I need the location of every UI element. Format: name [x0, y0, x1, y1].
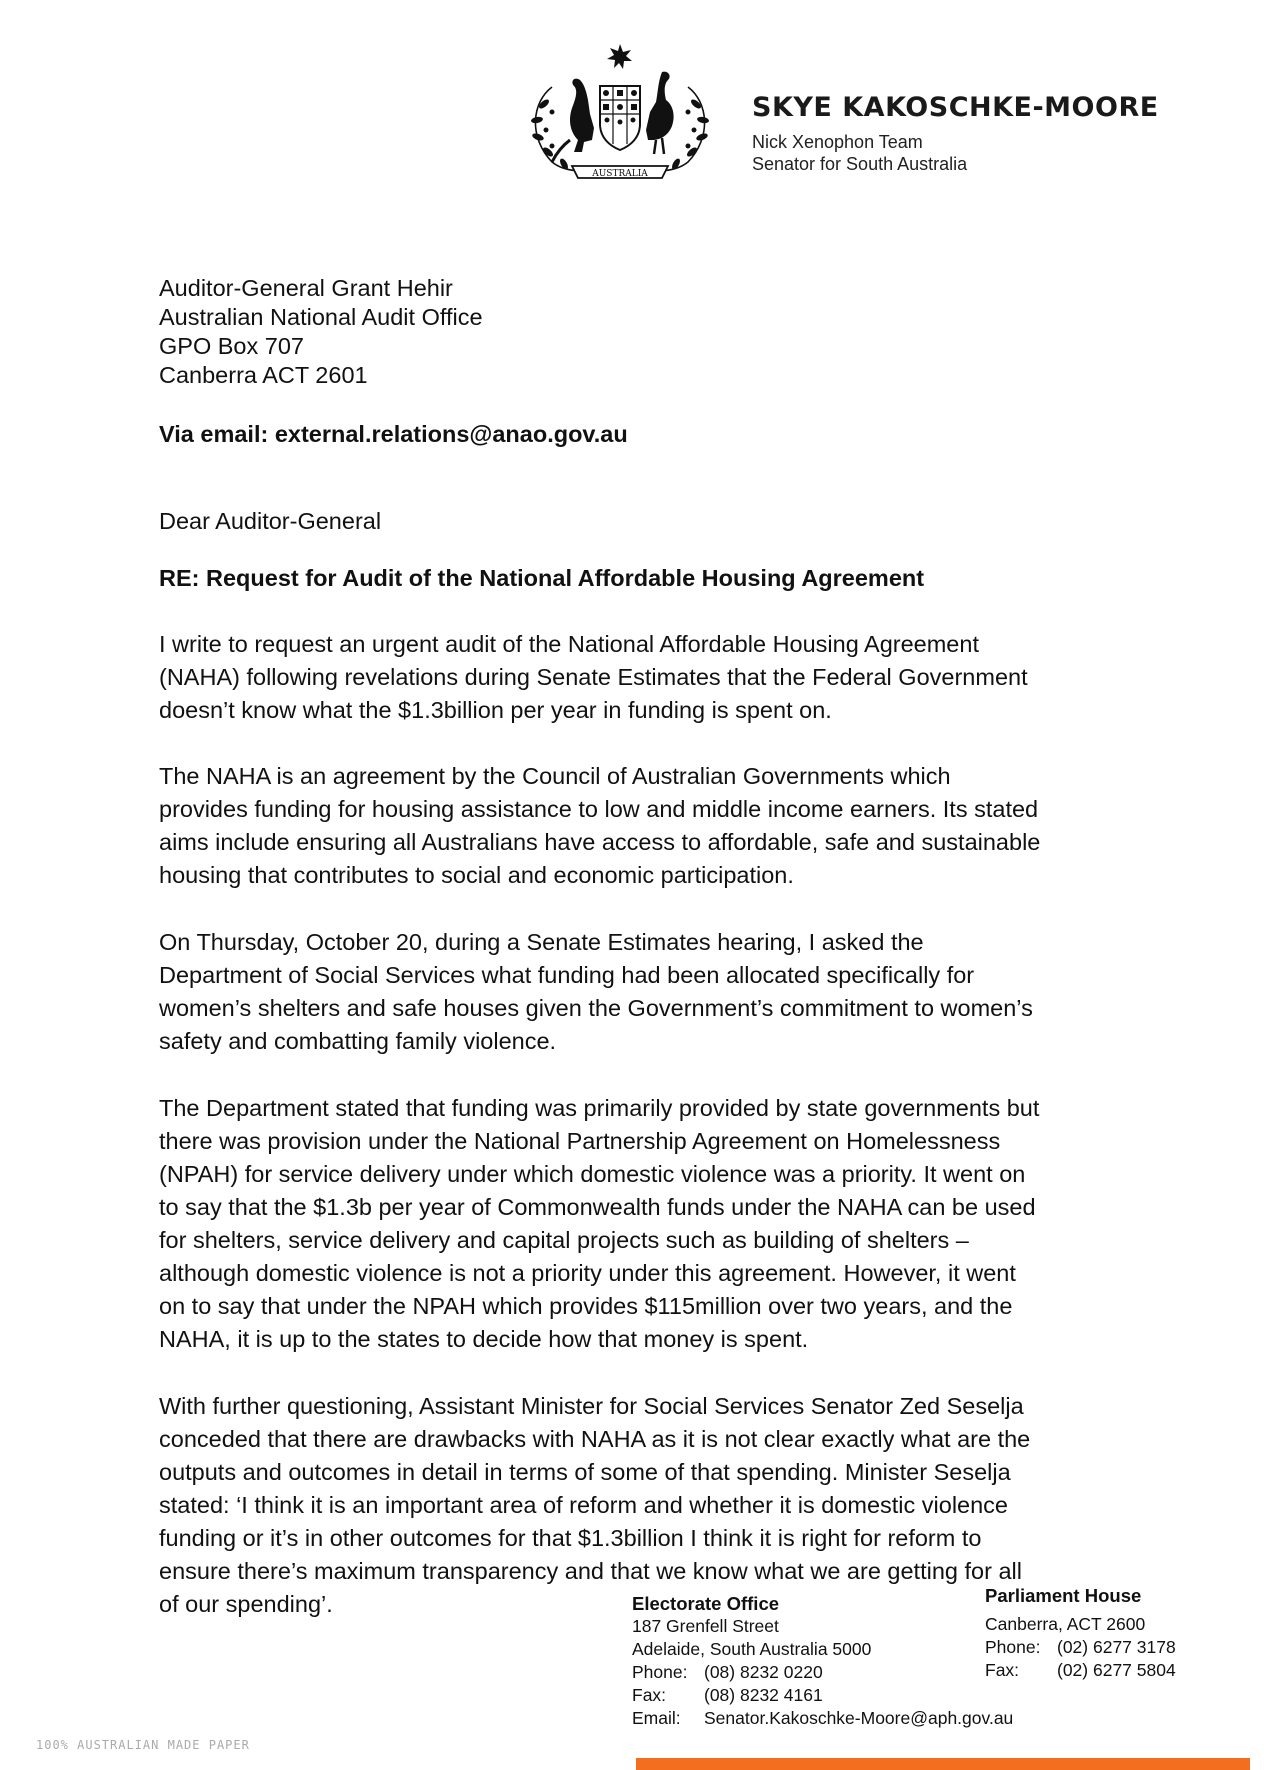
electorate-email-row — [632, 1707, 1013, 1730]
electorate-phone: (08) 8232 0220 — [704, 1662, 823, 1682]
text-line: for shelters, service delivery and capital projects such as building of shelters – — [159, 1227, 969, 1253]
text-line: NAHA, it is up to the states to decide how that money is spent. — [159, 1326, 809, 1352]
parliament-phone-row — [985, 1636, 1176, 1659]
parliament-house-heading: Parliament House — [985, 1585, 1142, 1606]
body-paragraph-1 — [159, 628, 1028, 727]
parliament-city: Canberra, ACT 2600 — [985, 1614, 1146, 1634]
text-line: The NAHA is an agreement by the Council of Australian Governments which — [159, 763, 951, 789]
body-paragraph-3 — [159, 926, 1033, 1058]
text-line: of our spending’. — [159, 1591, 333, 1617]
text-line: conceded that there are drawbacks with NAHA as it is not clear exactly what are the — [159, 1426, 1031, 1452]
parliament-house-block — [985, 1584, 1176, 1682]
text-line: ensure there’s maximum transparency and that we know what we are getting for all — [159, 1558, 1022, 1584]
text-line: there was provision under the National Partnership Agreement on Homelessness — [159, 1128, 1001, 1154]
email-label: Email: — [632, 1708, 681, 1728]
electorate-email: Senator.Kakoschke-Moore@aph.gov.au — [704, 1708, 1014, 1728]
phone-label: Phone: — [632, 1662, 688, 1682]
subject-line: RE: Request for Audit of the National Affordable Housing Agreement — [159, 565, 925, 591]
body-paragraph-4 — [159, 1092, 1039, 1356]
text-line: provides funding for housing assistance to low and middle income earners. Its stated — [159, 796, 1039, 822]
sender-role: Senator for South Australia — [752, 154, 968, 174]
text-line: although domestic violence is not a priority under this agreement. However, it went — [159, 1260, 1016, 1286]
coat-of-arms-icon — [522, 42, 718, 184]
address-line: GPO Box 707 — [159, 333, 304, 359]
via-email-line: Via email: external.relations@anao.gov.au — [159, 421, 628, 447]
text-line: safety and combatting family violence. — [159, 1028, 557, 1054]
text-line: (NPAH) for service delivery under which domestic violence was a priority. It went on — [159, 1161, 1026, 1187]
text-line: doesn’t know what the $1.3billion per year in funding is spent on. — [159, 697, 832, 723]
sender-name: SKYE KAKOSCHKE-MOORE — [752, 92, 1159, 123]
parliament-fax: (02) 6277 5804 — [1057, 1660, 1176, 1680]
text-line: The Department stated that funding was primarily provided by state governments but — [159, 1095, 1040, 1121]
text-line: to say that the $1.3b per year of Commonwealth funds under the NAHA can be used — [159, 1194, 1036, 1220]
fax-label: Fax: — [985, 1660, 1020, 1680]
paper-watermark: 100% AUSTRALIAN MADE PAPER — [36, 1738, 250, 1752]
parliament-phone: (02) 6277 3178 — [1057, 1637, 1176, 1657]
text-line: (NAHA) following revelations during Senate Estimates that the Federal Government — [159, 664, 1028, 690]
text-line: on to say that under the NPAH which provides $115million over two years, and the — [159, 1293, 1013, 1319]
parliament-fax-row — [985, 1659, 1176, 1682]
text-line: women’s shelters and safe houses given the Government’s commitment to women’s — [159, 995, 1033, 1021]
text-line: Department of Social Services what funding had been allocated specifically for — [159, 962, 975, 988]
address-line: Australian National Audit Office — [159, 304, 483, 330]
phone-label: Phone: — [985, 1637, 1041, 1657]
address-line: Canberra ACT 2601 — [159, 362, 368, 388]
crest-scroll-label: AUSTRALIA — [592, 169, 648, 179]
body-paragraph-5 — [159, 1390, 1030, 1621]
electorate-office-block — [632, 1592, 1013, 1730]
text-line: On Thursday, October 20, during a Senate Estimates hearing, I asked the — [159, 929, 924, 955]
text-line: aims include ensuring all Australians have access to affordable, safe and sustainable — [159, 829, 1041, 855]
text-line: With further questioning, Assistant Minister for Social Services Senator Zed Seselja — [159, 1393, 1024, 1419]
text-line: funding or it’s in other outcomes for that $1.3billion I think it is right for reform to — [159, 1525, 982, 1551]
text-line: outputs and outcomes in detail in terms of some of that spending. Minister Seselja — [159, 1459, 1011, 1485]
text-line: stated: ‘I think it is an important area of reform and whether it is domestic violence — [159, 1492, 1009, 1518]
electorate-street: 187 Grenfell Street — [632, 1616, 779, 1636]
electorate-office-heading: Electorate Office — [632, 1593, 780, 1614]
fax-label: Fax: — [632, 1685, 667, 1705]
electorate-phone-row — [632, 1661, 1013, 1684]
address-line: Auditor-General Grant Hehir — [159, 275, 453, 301]
recipient-address — [159, 274, 483, 390]
text-line: housing that contributes to social and economic participation. — [159, 862, 794, 888]
electorate-fax-row — [632, 1684, 1013, 1707]
sender-party: Nick Xenophon Team — [752, 132, 923, 152]
electorate-fax: (08) 8232 4161 — [704, 1685, 823, 1705]
accent-bar — [636, 1758, 1250, 1770]
salutation: Dear Auditor-General — [159, 508, 382, 534]
body-paragraph-2 — [159, 760, 1040, 892]
text-line: I write to request an urgent audit of the National Affordable Housing Agreement — [159, 631, 979, 657]
electorate-city: Adelaide, South Australia 5000 — [632, 1639, 872, 1659]
